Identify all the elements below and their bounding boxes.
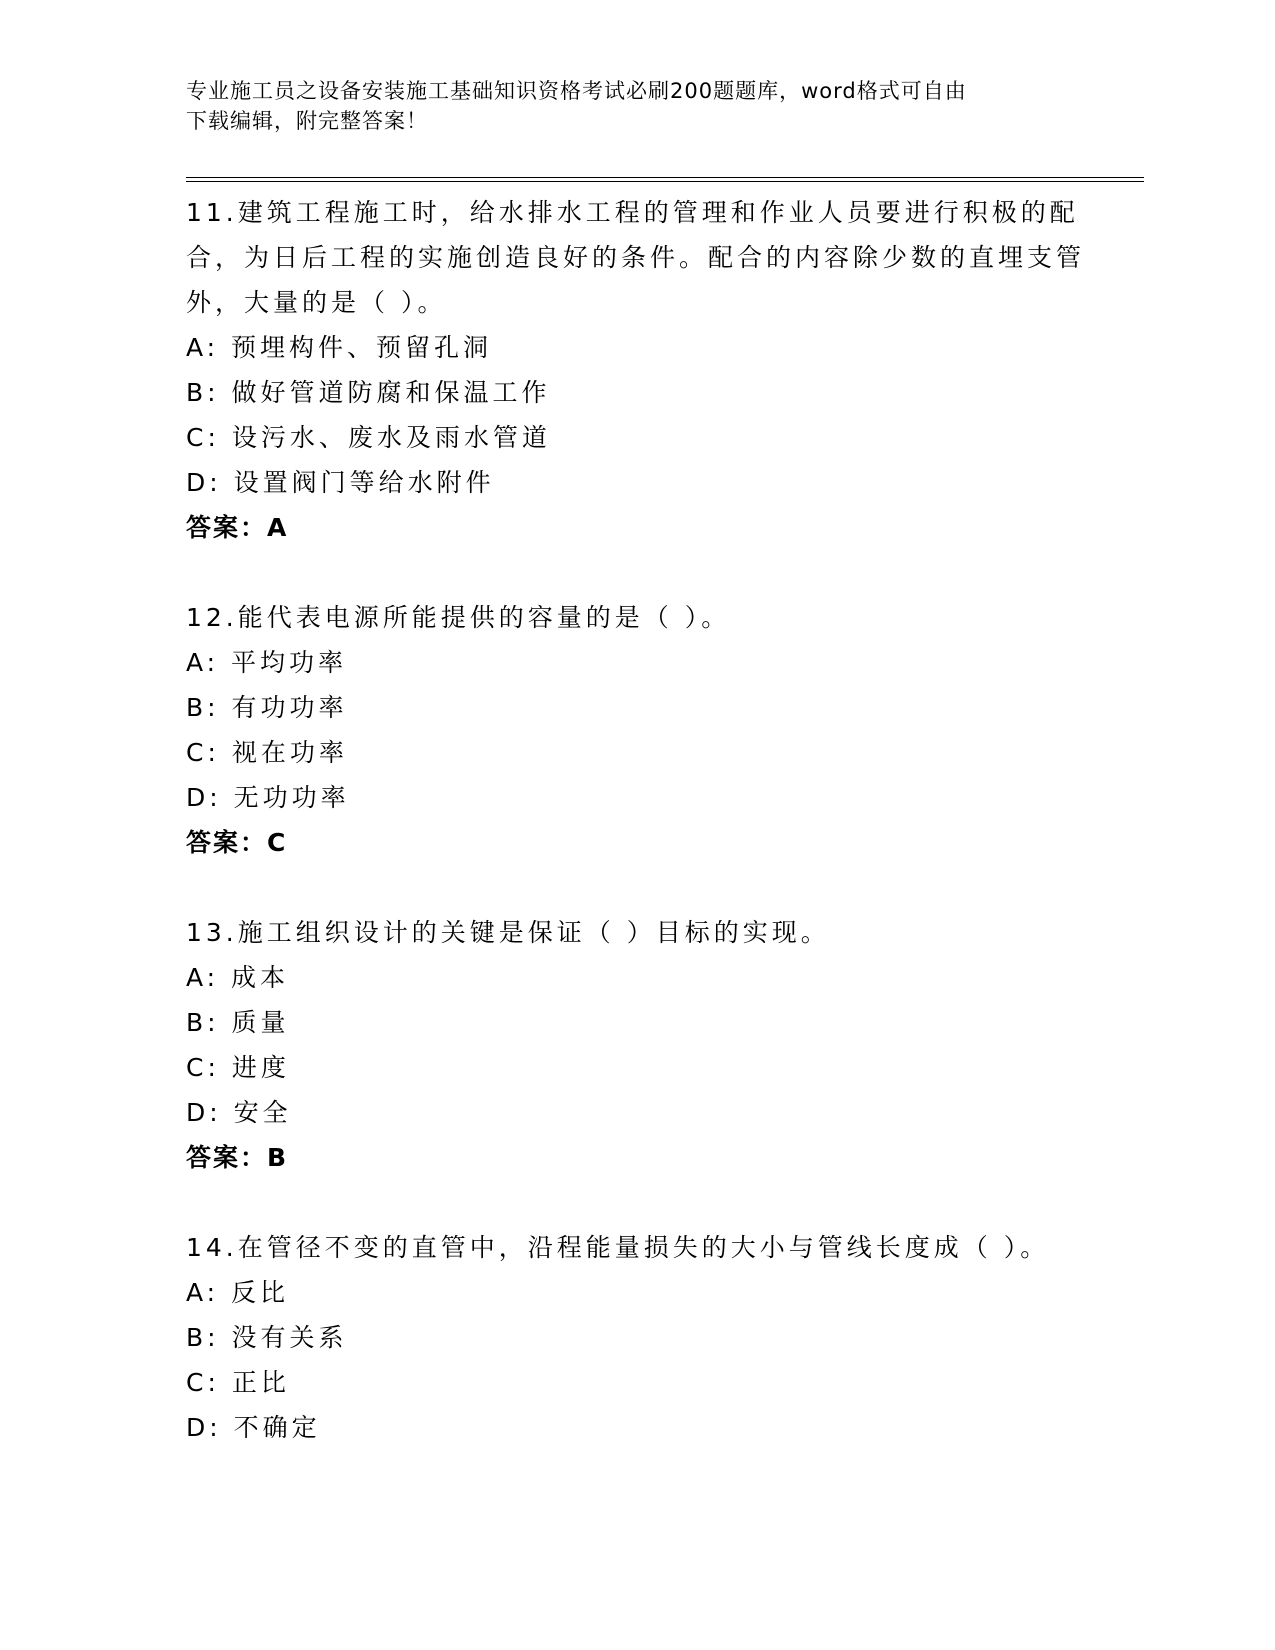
option-a: A: 平均功率 <box>186 648 348 677</box>
question-text: 14.在管径不变的直管中，沿程能量损失的大小与管线长度成（ ）。 <box>186 1233 1050 1262</box>
option-b: B: 没有关系 <box>186 1323 348 1352</box>
header-title-line-1: 专业施工员之设备安装施工基础知识资格考试必刷200题题库，word格式可自由 <box>186 79 967 103</box>
option-b: B: 质量 <box>186 1008 290 1037</box>
option-b: B: 有功功率 <box>186 693 348 722</box>
question-12 <box>186 595 1086 865</box>
option-d: D: 无功功率 <box>186 783 350 812</box>
option-c: C: 正比 <box>186 1368 290 1397</box>
question-13 <box>186 910 1086 1180</box>
question-list <box>186 190 1086 1450</box>
question-text: 11.建筑工程施工时，给水排水工程的管理和作业人员要进行积极的配合，为日后工程的实施创造良好的条件。配合的内容除少数的直埋支管外，大量的是（ ）。 <box>186 198 1086 317</box>
question-11 <box>186 190 1086 550</box>
question-14 <box>186 1225 1086 1450</box>
header-divider-top <box>186 177 1144 178</box>
question-text: 12.能代表电源所能提供的容量的是（ ）。 <box>186 603 731 632</box>
option-b: B: 做好管道防腐和保温工作 <box>186 378 551 407</box>
option-a: A: 反比 <box>186 1278 290 1307</box>
document-header <box>186 76 1086 136</box>
answer-text: 答案：B <box>186 1143 289 1172</box>
option-a: A: 预埋构件、预留孔洞 <box>186 333 493 362</box>
question-text: 13.施工组织设计的关键是保证（ ）目标的实现。 <box>186 918 830 947</box>
option-c: C: 视在功率 <box>186 738 348 767</box>
option-d: D: 安全 <box>186 1098 292 1127</box>
header-divider-bottom <box>186 181 1144 182</box>
header-title-line-2: 下载编辑，附完整答案！ <box>186 109 428 133</box>
answer-text: 答案：C <box>186 828 288 857</box>
question-spacer <box>186 865 1086 910</box>
option-c: C: 设污水、废水及雨水管道 <box>186 423 551 452</box>
option-d: D: 不确定 <box>186 1413 321 1442</box>
option-a: A: 成本 <box>186 963 290 992</box>
answer-text: 答案：A <box>186 513 289 542</box>
question-spacer <box>186 550 1086 595</box>
option-d: D: 设置阀门等给水附件 <box>186 468 495 497</box>
question-spacer <box>186 1180 1086 1225</box>
option-c: C: 进度 <box>186 1053 290 1082</box>
